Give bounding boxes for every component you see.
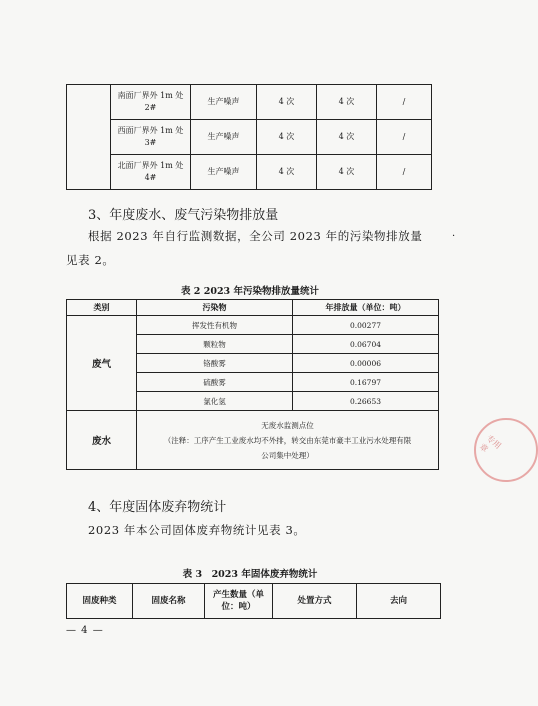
remark-cell: / [377,120,432,155]
pollutant-cell: 挥发性有机物 [137,316,293,335]
header-pollutant: 污染物 [137,300,293,316]
merged-category-cell [67,85,111,190]
table-header-row [67,300,439,316]
page-number: — 4 — [66,625,104,636]
table2-caption: 表 2 2023 年污染物排放量统计 [181,286,319,297]
noise-type-cell: 生产噪声 [191,155,257,190]
noise-type-cell: 生产噪声 [191,120,257,155]
amount-cell: 0.16797 [293,373,439,392]
category-waste-water: 废水 [67,411,137,470]
emission-table [66,299,439,470]
header-disposal-method: 处置方式 [273,584,357,619]
header-category: 类别 [67,300,137,316]
remark-cell: / [377,85,432,120]
actual-count-cell: 4 次 [317,85,377,120]
stray-mark: · [452,231,456,242]
noise-monitoring-table [66,84,432,190]
header-waste-type: 固废种类 [67,584,133,619]
header-destination: 去向 [357,584,441,619]
waste-water-note: 无废水监测点位 （注释：工序产生工业废水均不外排，转交由东莞市豪丰工业污水处理有限 公司集中处理） [137,411,439,470]
section4-heading: 4、年度固体废弃物统计 [88,500,227,515]
planned-count-cell: 4 次 [257,85,317,120]
header-annual-emission: 年排放量（单位：吨） [293,300,439,316]
table-row [67,155,432,190]
planned-count-cell: 4 次 [257,155,317,190]
table-row [67,120,432,155]
header-quantity: 产生数量（单位：吨） [205,584,273,619]
monitoring-point-cell: 西面厂界外 1m 处 3# [111,120,191,155]
table-row [67,316,439,335]
category-waste-gas: 废气 [67,316,137,411]
table-row [67,85,432,120]
header-waste-name: 固废名称 [133,584,205,619]
seal-text: 专用章 [477,433,503,455]
solid-waste-table [66,583,441,619]
remark-cell: / [377,155,432,190]
pollutant-cell: 氯化氢 [137,392,293,411]
pollutant-cell: 颗粒物 [137,335,293,354]
table-header-row [67,584,441,619]
pollutant-cell: 铬酸雾 [137,354,293,373]
table-row [67,411,439,470]
monitoring-point-cell: 北面厂界外 1m 处 4# [111,155,191,190]
section3-heading: 3、年度废水、废气污染物排放量 [88,208,279,223]
noise-type-cell: 生产噪声 [191,85,257,120]
planned-count-cell: 4 次 [257,120,317,155]
section4-paragraph: 2023 年本公司固体废弃物统计见表 3。 [88,523,306,537]
amount-cell: 0.26653 [293,392,439,411]
monitoring-point-cell: 南面厂界外 1m 处 2# [111,85,191,120]
section3-paragraph-line2: 见表 2。 [66,253,115,267]
amount-cell: 0.00006 [293,354,439,373]
section3-paragraph-line1: 根据 2023 年自行监测数据，全公司 2023 年的污染物排放量 [88,229,423,243]
amount-cell: 0.00277 [293,316,439,335]
amount-cell: 0.06704 [293,335,439,354]
pollutant-cell: 硫酸雾 [137,373,293,392]
table3-caption: 表 3 2023 年固体废弃物统计 [182,569,318,580]
actual-count-cell: 4 次 [317,120,377,155]
actual-count-cell: 4 次 [317,155,377,190]
